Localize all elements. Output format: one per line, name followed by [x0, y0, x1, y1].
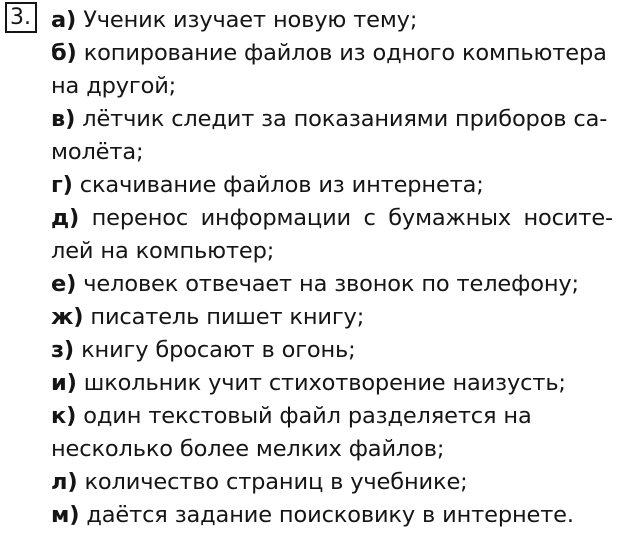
- item-marker: б): [51, 40, 77, 66]
- item-text: писатель пишет книгу;: [90, 304, 365, 330]
- item-word: информации: [200, 205, 352, 231]
- item-word: носите-: [523, 205, 613, 231]
- item-marker: д): [51, 205, 80, 231]
- list-item-a: [51, 3, 417, 37]
- list-item-e: [51, 267, 579, 301]
- item-text: человек отвечает на звонок по телефону;: [83, 271, 579, 297]
- list-item-g: [51, 168, 484, 202]
- list-item-zh: [51, 300, 364, 334]
- item-text: количество страниц в учебнике;: [84, 469, 468, 495]
- list-item-m: [51, 498, 574, 532]
- item-text: даётся задание поисковику в интернете.: [86, 502, 574, 528]
- list-item-k-continuation: несколько более мелких файлов;: [51, 436, 445, 462]
- item-marker: в): [51, 106, 76, 132]
- list-item-v-continuation: молёта;: [51, 139, 144, 165]
- list-item-i: [51, 366, 566, 400]
- item-text: один текстовый файл разделяется на: [83, 403, 532, 429]
- item-text: книгу бросают в огонь;: [81, 337, 356, 363]
- item-text: копирование файлов из одного компьютера: [83, 40, 607, 66]
- item-text: Ученик изучает новую тему;: [83, 7, 418, 33]
- task-number-box: 3.: [5, 2, 37, 33]
- item-marker: и): [51, 370, 77, 396]
- item-marker: е): [51, 271, 77, 297]
- item-marker: г): [51, 172, 73, 198]
- item-marker: з): [51, 337, 75, 363]
- item-word: бумажных: [388, 205, 512, 231]
- item-marker: к): [51, 403, 77, 429]
- list-item-b-continuation: на другой;: [51, 73, 177, 99]
- list-item-b: [51, 36, 607, 70]
- item-text: скачивание файлов из интернета;: [79, 172, 484, 198]
- item-marker: л): [51, 469, 78, 495]
- item-marker: м): [51, 502, 80, 528]
- item-text: лётчик следит за показаниями приборов са-: [82, 106, 608, 132]
- item-word: перенос: [91, 205, 189, 231]
- item-marker: ж): [51, 304, 84, 330]
- list-item-v: [51, 102, 607, 136]
- list-item-z: [51, 333, 356, 367]
- list-item-d: [51, 201, 613, 235]
- list-item-l: [51, 465, 468, 499]
- list-item-k: [51, 399, 532, 433]
- item-word: с: [363, 205, 376, 231]
- item-text: школьник учит стихотворение наизусть;: [83, 370, 566, 396]
- list-item-d-continuation: лей на компьютер;: [51, 238, 275, 264]
- item-marker: а): [51, 7, 77, 33]
